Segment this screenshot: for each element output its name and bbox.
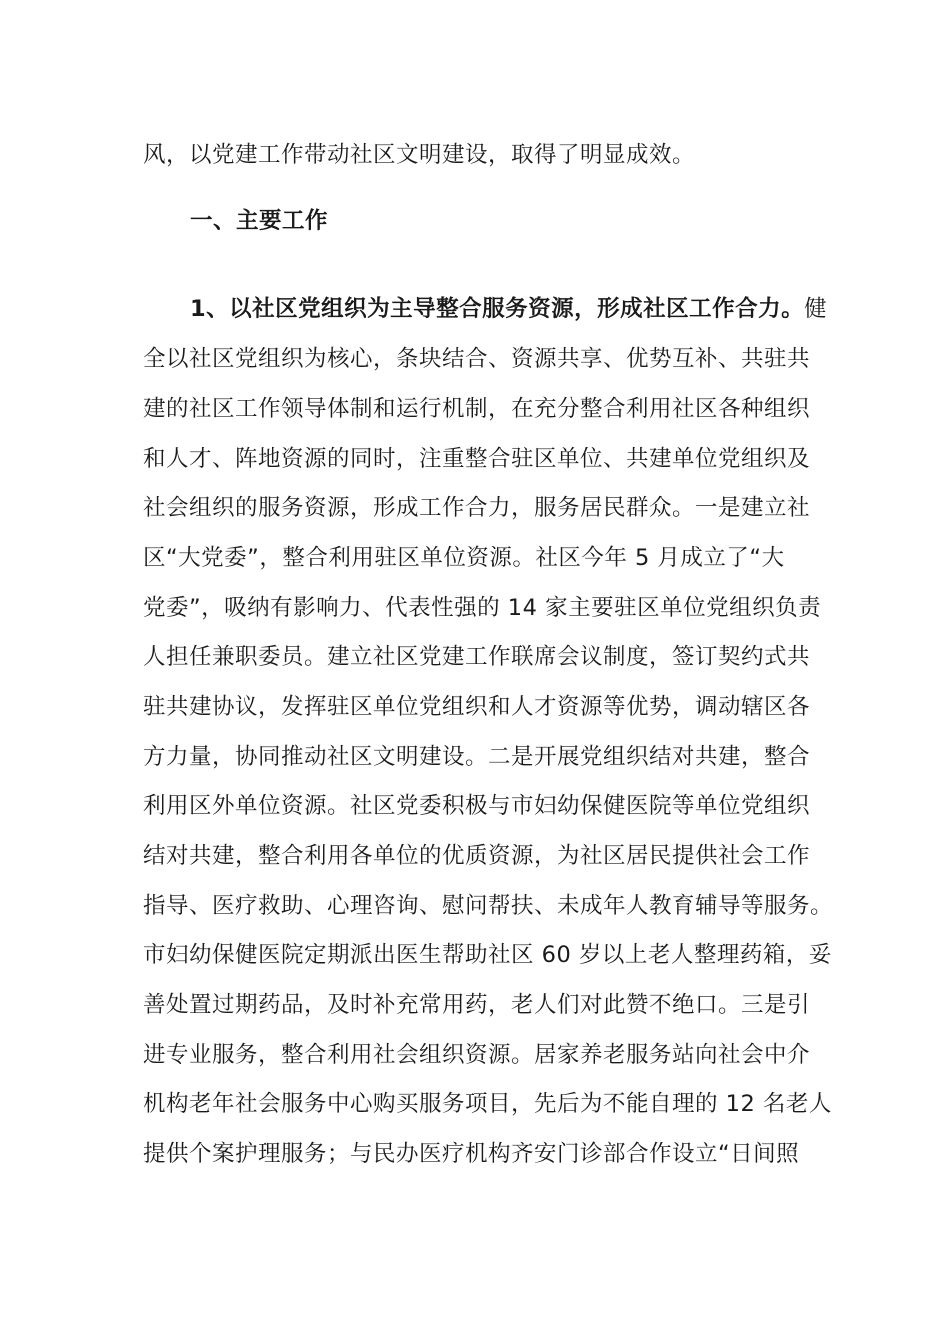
text-line: 进专业服务，整合利用社会组织资源。居家养老服务站向社会中介 bbox=[143, 1042, 811, 1068]
text-line: 市妇幼保健医院定期派出医生帮助社区 60 岁以上老人整理药箱，妥 bbox=[143, 942, 832, 968]
text-line: 社会组织的服务资源，形成工作合力，服务居民群众。一是建立社 bbox=[143, 495, 811, 521]
section-heading: 一、主要工作 bbox=[190, 208, 329, 234]
text-line-continuation: 健 bbox=[804, 296, 828, 322]
text-line: 方力量，协同推动社区文明建设。二是开展党组织结对共建，整合 bbox=[143, 744, 811, 770]
subheading-text: 1、以社区党组织为主导整合服务资源，形成社区工作合力。 bbox=[190, 296, 805, 322]
text-line: 指导、医疗救助、心理咨询、慰问帮扶、未成年人教育辅导等服务。 bbox=[143, 893, 834, 919]
text-line: 和人才、阵地资源的同时，注重整合驻区单位、共建单位党组织及 bbox=[143, 446, 811, 472]
text-line: 人担任兼职委员。建立社区党建工作联席会议制度，签订契约式共 bbox=[143, 644, 811, 670]
text-line: 党委”，吸纳有影响力、代表性强的 14 家主要驻区单位党组织负责 bbox=[143, 595, 822, 621]
text-line: 善处置过期药品，及时补充常用药，老人们对此赞不绝口。三是引 bbox=[143, 992, 811, 1018]
text-line: 利用区外单位资源。社区党委积极与市妇幼保健医院等单位党组织 bbox=[143, 793, 811, 819]
text-line: 全以社区党组织为核心，条块结合、资源共享、优势互补、共驻共 bbox=[143, 346, 811, 372]
text-line: 风，以党建工作带动社区文明建设，取得了明显成效。 bbox=[143, 142, 696, 168]
text-line: 驻共建协议，发挥驻区单位党组织和人才资源等优势，调动辖区各 bbox=[143, 694, 811, 720]
text-line: 提供个案护理服务；与民办医疗机构齐安门诊部合作设立“日间照 bbox=[143, 1141, 800, 1167]
text-line: 区“大党委”，整合利用驻区单位资源。社区今年 5 月成立了“大 bbox=[143, 545, 785, 571]
text-line: 结对共建，整合利用各单位的优质资源，为社区居民提供社会工作 bbox=[143, 843, 811, 869]
text-line: 机构老年社会服务中心购买服务项目，先后为不能自理的 12 名老人 bbox=[143, 1091, 832, 1117]
text-line: 建的社区工作领导体制和运行机制，在充分整合利用社区各种组织 bbox=[143, 396, 811, 422]
paragraph-lead-line bbox=[190, 289, 890, 329]
